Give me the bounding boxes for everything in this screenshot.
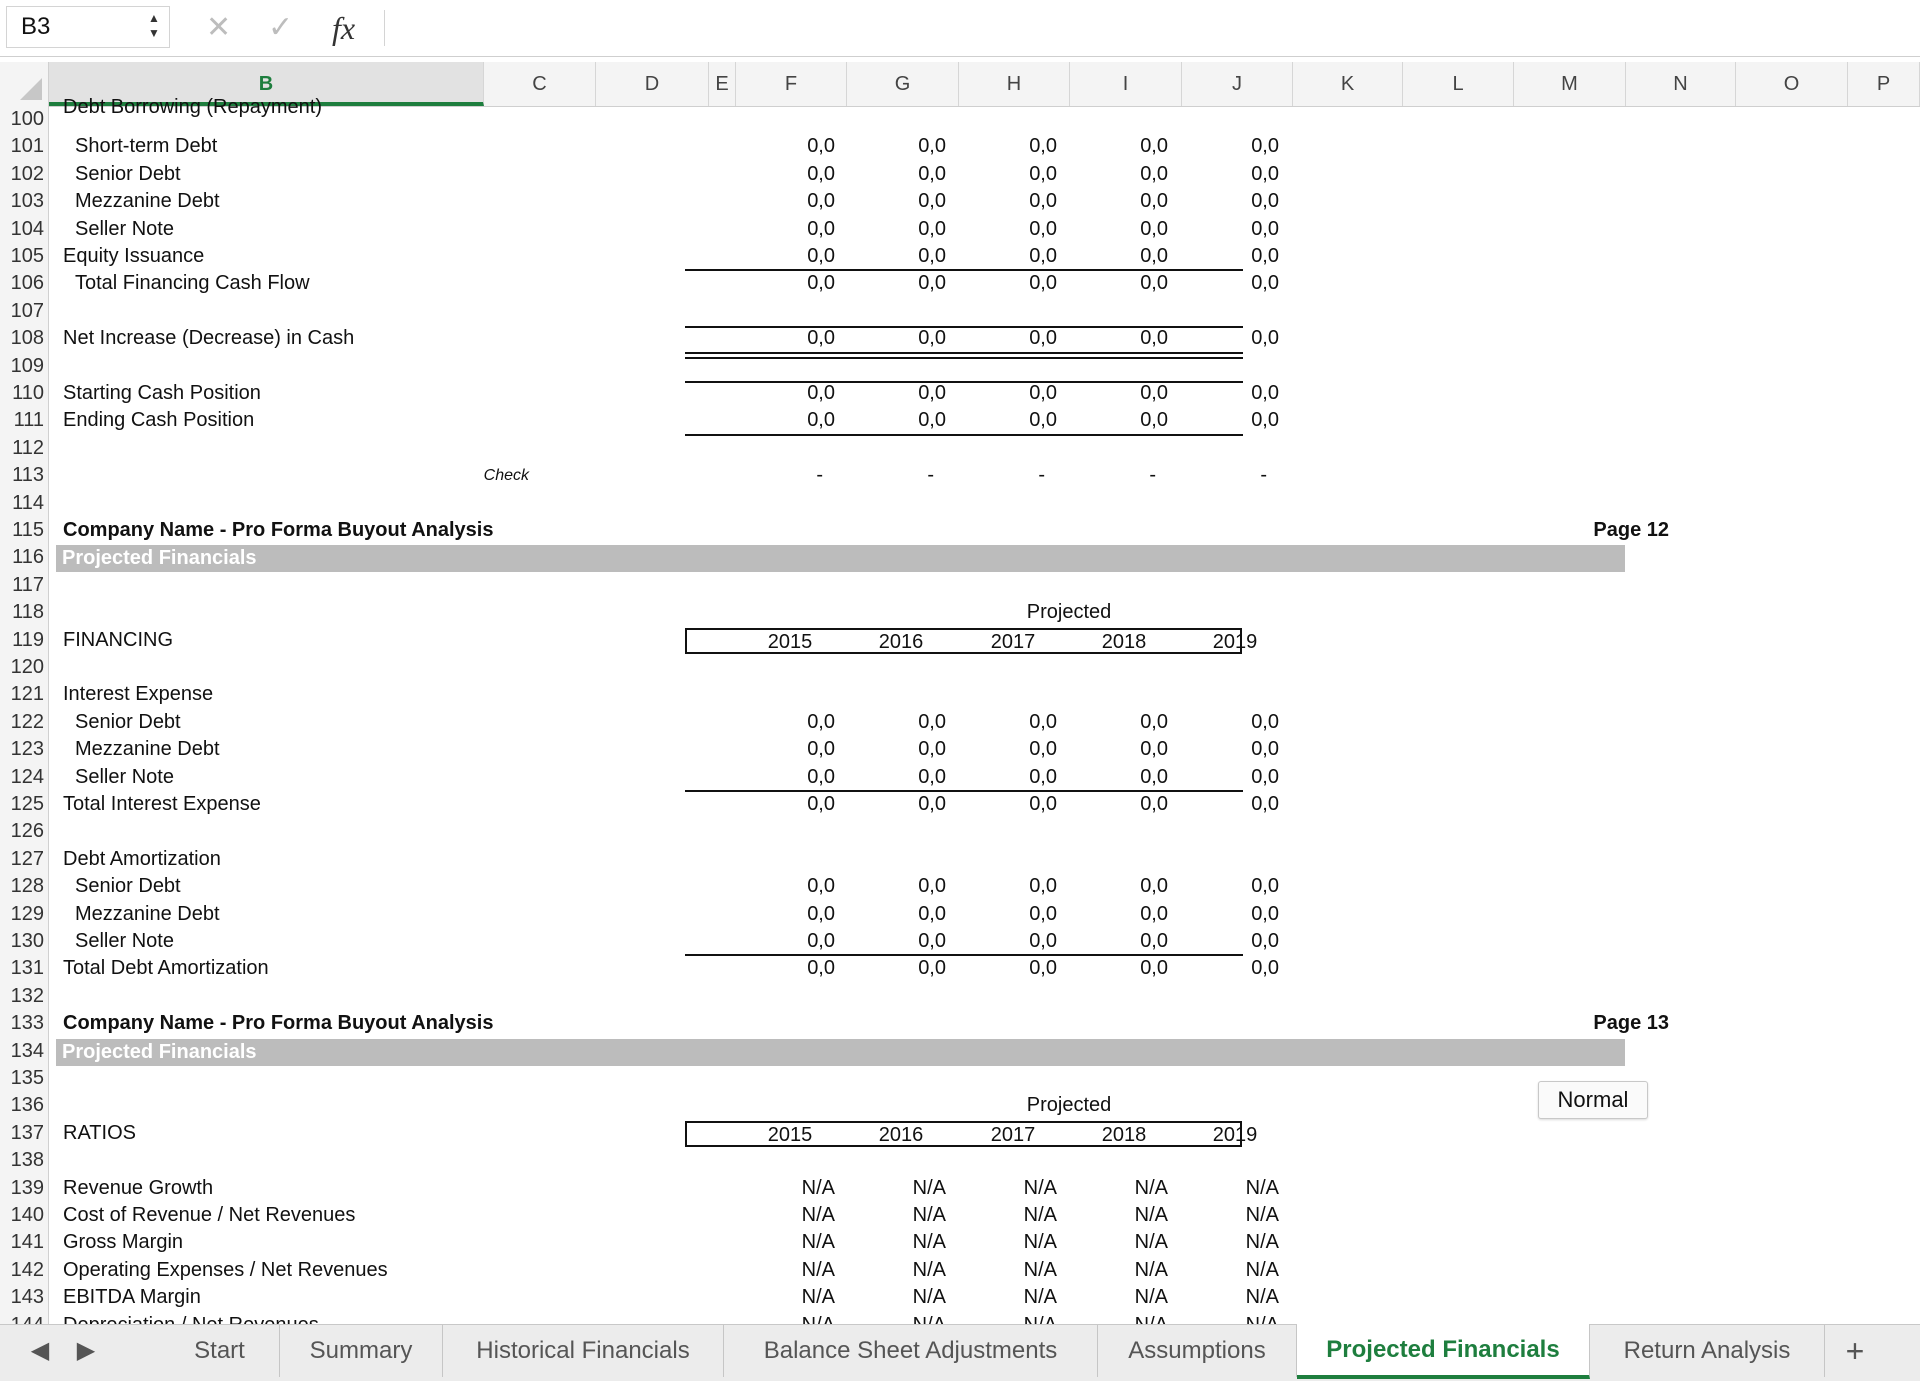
table-row: [49, 380, 1920, 407]
row-label[interactable]: Interest Expense: [63, 683, 214, 706]
row-label[interactable]: Seller Note: [75, 217, 174, 240]
row-number[interactable]: 143: [10, 1286, 44, 1309]
table-row: [49, 517, 1920, 544]
row-label[interactable]: Net Increase (Decrease) in Cash: [63, 327, 355, 350]
value-cell[interactable]: 0,0: [1251, 930, 1279, 952]
row-number[interactable]: 100: [10, 108, 44, 130]
section-header-bar[interactable]: [56, 545, 1625, 572]
column-header-e[interactable]: E: [709, 62, 736, 106]
row-label[interactable]: Debt Amortization: [63, 847, 221, 870]
row-number[interactable]: 142: [10, 1258, 44, 1281]
value-cell[interactable]: N/A: [1245, 1231, 1279, 1254]
row-number[interactable]: 140: [10, 1204, 44, 1226]
row-number[interactable]: 115: [12, 519, 44, 541]
table-row: [49, 1038, 1920, 1065]
projected-label[interactable]: Projected: [1026, 601, 1112, 624]
row-label[interactable]: Mezzanine Debt: [75, 190, 220, 213]
row-label[interactable]: Revenue Growth: [63, 1176, 214, 1199]
table-row: [49, 96, 1920, 133]
page-number-label[interactable]: Page 13: [1593, 1012, 1669, 1035]
value-cell[interactable]: 0,0: [1251, 327, 1279, 350]
value-cell[interactable]: 0,0: [1029, 190, 1057, 213]
table-row: [49, 681, 1920, 708]
year-header-cell[interactable]: 2015: [767, 1123, 813, 1146]
sheet-tab-summary[interactable]: Summary: [280, 1325, 443, 1377]
row-number[interactable]: 112: [12, 436, 44, 459]
row-number[interactable]: 117: [12, 573, 44, 596]
row-label[interactable]: Debt Borrowing (Repayment): [63, 96, 322, 118]
year-header-cell[interactable]: 2015: [767, 630, 813, 653]
row-label[interactable]: Equity Issuance: [63, 245, 205, 267]
value-cell[interactable]: 0,0: [1251, 162, 1279, 185]
formula-bar: [0, 0, 1920, 57]
row-number[interactable]: 114: [12, 491, 44, 514]
row-label[interactable]: Senior Debt: [75, 875, 181, 898]
row-number[interactable]: 134: [10, 1039, 44, 1062]
row-number[interactable]: 111: [13, 409, 44, 432]
row-number[interactable]: 103: [10, 190, 44, 213]
value-cell[interactable]: 0,0: [1251, 245, 1279, 267]
value-cell[interactable]: 0,0: [807, 710, 835, 733]
table-row: [49, 1147, 1920, 1174]
year-header-box: [685, 628, 1258, 654]
row-number[interactable]: 127: [10, 847, 44, 870]
add-sheet-icon[interactable]: +: [1845, 1333, 1865, 1369]
page-number-label[interactable]: Page 12: [1593, 519, 1669, 541]
value-cell[interactable]: N/A: [1134, 1176, 1168, 1199]
table-row: [49, 462, 1920, 489]
value-cell[interactable]: N/A: [1134, 1286, 1168, 1309]
table-row: [49, 572, 1920, 599]
year-header-cell[interactable]: 2018: [1101, 630, 1147, 653]
value-cell[interactable]: N/A: [801, 1231, 835, 1254]
projected-label[interactable]: Projected: [1026, 1094, 1112, 1117]
row-number-gutter: [0, 106, 49, 1324]
table-row: [49, 1202, 1920, 1229]
table-row: [49, 353, 1920, 380]
value-cell[interactable]: 0,0: [918, 902, 946, 925]
column-header-m[interactable]: M: [1514, 62, 1626, 106]
row-number[interactable]: 136: [10, 1094, 44, 1117]
section-header-bar[interactable]: [56, 1039, 1625, 1066]
table-row: [49, 1120, 1920, 1147]
value-cell[interactable]: N/A: [912, 1204, 946, 1226]
sheet-tab-historical-financials[interactable]: Historical Financials: [443, 1325, 724, 1377]
value-cell[interactable]: N/A: [1245, 1176, 1279, 1199]
row-label[interactable]: Operating Expenses / Net Revenues: [63, 1258, 388, 1281]
year-header-cell[interactable]: 2016: [878, 630, 924, 653]
column-header-h[interactable]: H: [959, 62, 1070, 106]
value-cell[interactable]: 0,0: [918, 272, 946, 295]
row-number[interactable]: 128: [10, 875, 44, 898]
column-header-d[interactable]: D: [596, 62, 709, 106]
sheet-tab-start[interactable]: Start: [160, 1325, 280, 1377]
value-cell[interactable]: 0,0: [807, 135, 835, 158]
table-row: [49, 654, 1920, 681]
check-label[interactable]: Check: [483, 467, 529, 485]
table-row: [49, 1010, 1920, 1037]
value-cell[interactable]: 0,0: [807, 875, 835, 898]
row-number[interactable]: 106: [10, 272, 44, 295]
value-cell[interactable]: 0,0: [807, 765, 835, 788]
value-cell[interactable]: N/A: [1245, 1204, 1279, 1226]
row-number[interactable]: 132: [10, 984, 44, 1007]
value-cell[interactable]: 0,0: [918, 245, 946, 267]
value-cell[interactable]: N/A: [1023, 1286, 1057, 1309]
table-row: [49, 818, 1920, 845]
row-label[interactable]: Total Debt Amortization: [63, 957, 269, 980]
value-cell[interactable]: 0,0: [1251, 738, 1279, 761]
value-cell[interactable]: 0,0: [918, 710, 946, 733]
year-header-cell[interactable]: 2019: [1212, 630, 1258, 653]
value-cell[interactable]: 0,0: [1029, 765, 1057, 788]
value-cell[interactable]: 0,0: [1140, 793, 1168, 815]
table-row: [49, 1229, 1920, 1256]
table-row: [49, 1284, 1920, 1311]
table-row: [49, 1175, 1920, 1202]
value-cell[interactable]: 0,0: [1029, 902, 1057, 925]
value-cell[interactable]: 0,0: [807, 245, 835, 267]
column-header-i[interactable]: I: [1070, 62, 1182, 106]
value-cell[interactable]: 0,0: [918, 409, 946, 432]
value-cell[interactable]: 0,0: [918, 875, 946, 898]
cell-border-top: [685, 381, 1243, 383]
value-cell[interactable]: N/A: [1245, 1286, 1279, 1309]
table-row: [49, 544, 1920, 571]
value-cell[interactable]: 0,0: [1251, 272, 1279, 295]
row-number[interactable]: 121: [10, 683, 44, 706]
value-cell[interactable]: 0,0: [1029, 875, 1057, 898]
row-number[interactable]: 101: [10, 135, 44, 158]
value-cell[interactable]: N/A: [1023, 1231, 1057, 1254]
row-label[interactable]: Starting Cash Position: [63, 382, 261, 404]
value-cell[interactable]: N/A: [912, 1176, 946, 1199]
column-header-g[interactable]: G: [847, 62, 959, 106]
row-number[interactable]: 139: [10, 1176, 44, 1199]
table-row: [49, 901, 1920, 928]
value-cell[interactable]: 0,0: [807, 930, 835, 952]
year-header-cell[interactable]: 2017: [990, 630, 1036, 653]
year-header-cell[interactable]: 2017: [990, 1123, 1036, 1146]
value-cell[interactable]: 0,0: [918, 957, 946, 980]
column-header-f[interactable]: F: [736, 62, 847, 106]
value-cell[interactable]: 0,0: [918, 738, 946, 761]
row-number[interactable]: 107: [10, 299, 44, 322]
value-cell[interactable]: 0,0: [1140, 710, 1168, 733]
table-row: [49, 627, 1920, 654]
value-cell[interactable]: 0,0: [1029, 327, 1057, 350]
value-cell[interactable]: 0,0: [918, 793, 946, 815]
table-row: [49, 599, 1920, 626]
value-cell[interactable]: 0,0: [1140, 930, 1168, 952]
formula-input[interactable]: [384, 10, 1905, 46]
value-cell[interactable]: 0,0: [1140, 382, 1168, 404]
row-number[interactable]: 135: [10, 1067, 44, 1089]
table-row: [49, 435, 1920, 462]
value-cell[interactable]: 0,0: [918, 382, 946, 404]
table-row: [49, 928, 1920, 955]
table-row: [49, 133, 1920, 160]
table-row: [49, 243, 1920, 270]
row-label[interactable]: Mezzanine Debt: [75, 902, 220, 925]
table-row: [49, 270, 1920, 297]
row-number[interactable]: 104: [10, 217, 44, 240]
value-cell[interactable]: N/A: [1023, 1204, 1057, 1226]
row-label[interactable]: Seller Note: [75, 930, 174, 952]
row-number[interactable]: 122: [10, 710, 44, 733]
table-row: [49, 983, 1920, 1010]
value-cell[interactable]: 0,0: [807, 793, 835, 815]
row-label[interactable]: FINANCING: [63, 628, 173, 651]
column-header-o[interactable]: O: [1736, 62, 1848, 106]
table-row: [49, 298, 1920, 325]
value-cell[interactable]: 0,0: [807, 902, 835, 925]
row-label[interactable]: Total Interest Expense: [63, 793, 261, 815]
value-cell[interactable]: 0,0: [1251, 382, 1279, 404]
value-cell[interactable]: N/A: [912, 1286, 946, 1309]
value-cell[interactable]: 0,0: [918, 930, 946, 952]
value-cell[interactable]: 0,0: [1251, 793, 1279, 815]
section-header-label: Projected Financials: [62, 1040, 257, 1063]
sheet-tab-balance-sheet-adjustments[interactable]: Balance Sheet Adjustments: [724, 1325, 1098, 1377]
value-cell[interactable]: 0,0: [1140, 162, 1168, 185]
row-number[interactable]: 123: [10, 738, 44, 761]
value-cell[interactable]: N/A: [1134, 1204, 1168, 1226]
column-header-p[interactable]: P: [1848, 62, 1920, 106]
year-header-cell[interactable]: 2018: [1101, 1123, 1147, 1146]
row-number[interactable]: 109: [10, 354, 44, 377]
row-label[interactable]: Senior Debt: [75, 710, 181, 733]
column-header-c[interactable]: C: [484, 62, 596, 106]
value-cell[interactable]: N/A: [912, 1258, 946, 1281]
column-header-l[interactable]: L: [1403, 62, 1514, 106]
table-row: [49, 764, 1920, 791]
value-cell[interactable]: 0,0: [807, 409, 835, 432]
table-row: [49, 188, 1920, 215]
value-cell[interactable]: 0,0: [1140, 135, 1168, 158]
row-label[interactable]: RATIOS: [63, 1121, 136, 1144]
value-cell[interactable]: N/A: [912, 1231, 946, 1254]
sheet-tab-bar: [0, 1324, 1920, 1381]
value-cell[interactable]: 0,0: [1029, 162, 1057, 185]
table-row: [49, 216, 1920, 243]
check-value-cell[interactable]: -: [1149, 464, 1156, 487]
value-cell[interactable]: 0,0: [1251, 135, 1279, 158]
value-cell[interactable]: 0,0: [1140, 327, 1168, 350]
value-cell[interactable]: N/A: [801, 1204, 835, 1226]
sheet-tab-projected-financials[interactable]: Projected Financials: [1297, 1324, 1590, 1379]
table-row: [49, 846, 1920, 873]
value-cell[interactable]: 0,0: [918, 135, 946, 158]
year-header-cell[interactable]: 2016: [878, 1123, 924, 1146]
value-cell[interactable]: 0,0: [918, 190, 946, 213]
row-number[interactable]: 130: [10, 930, 44, 952]
table-row: [49, 325, 1920, 352]
value-cell[interactable]: 0,0: [1029, 409, 1057, 432]
value-cell[interactable]: 0,0: [1140, 272, 1168, 295]
value-cell[interactable]: 0,0: [1140, 190, 1168, 213]
table-row: [49, 490, 1920, 517]
value-cell[interactable]: 0,0: [918, 162, 946, 185]
value-cell[interactable]: N/A: [1134, 1258, 1168, 1281]
name-box-value: B3: [21, 13, 51, 40]
value-cell[interactable]: 0,0: [807, 190, 835, 213]
row-number[interactable]: 129: [10, 902, 44, 925]
column-header-b[interactable]: B: [49, 62, 484, 106]
row-label[interactable]: Ending Cash Position: [63, 409, 255, 432]
value-cell[interactable]: 0,0: [1140, 738, 1168, 761]
value-cell[interactable]: 0,0: [807, 162, 835, 185]
row-label[interactable]: Cost of Revenue / Net Revenues: [63, 1204, 356, 1226]
value-cell[interactable]: N/A: [801, 1176, 835, 1199]
value-cell[interactable]: 0,0: [1029, 382, 1057, 404]
value-cell[interactable]: 0,0: [807, 957, 835, 980]
table-row: [49, 736, 1920, 763]
row-label[interactable]: Company Name - Pro Forma Buyout Analysis: [63, 1012, 494, 1035]
insert-function-icon[interactable]: fx: [332, 10, 356, 46]
value-cell[interactable]: N/A: [1023, 1176, 1057, 1199]
value-cell[interactable]: 0,0: [807, 217, 835, 240]
row-number[interactable]: 116: [12, 546, 44, 569]
value-cell[interactable]: 0,0: [807, 738, 835, 761]
value-cell[interactable]: 0,0: [807, 327, 835, 350]
table-row: [49, 407, 1920, 434]
value-cell[interactable]: 0,0: [807, 382, 835, 404]
value-cell[interactable]: 0,0: [1140, 409, 1168, 432]
value-cell[interactable]: N/A: [801, 1258, 835, 1281]
value-cell[interactable]: N/A: [1245, 1258, 1279, 1281]
value-cell[interactable]: 0,0: [1251, 875, 1279, 898]
value-cell[interactable]: N/A: [1023, 1258, 1057, 1281]
value-cell[interactable]: 0,0: [1029, 217, 1057, 240]
value-cell[interactable]: 0,0: [1029, 930, 1057, 952]
value-cell[interactable]: 0,0: [1251, 409, 1279, 432]
cancel-icon[interactable]: ✕: [206, 11, 232, 44]
value-cell[interactable]: 0,0: [1029, 135, 1057, 158]
value-cell[interactable]: 0,0: [1029, 245, 1057, 267]
value-cell[interactable]: 0,0: [1140, 875, 1168, 898]
row-number[interactable]: 141: [10, 1231, 44, 1254]
value-cell[interactable]: 0,0: [918, 765, 946, 788]
row-label[interactable]: Short-term Debt: [75, 135, 218, 158]
enter-icon[interactable]: ✓: [268, 11, 294, 44]
value-cell[interactable]: 0,0: [1029, 272, 1057, 295]
row-number[interactable]: 119: [12, 628, 44, 651]
value-cell[interactable]: 0,0: [1251, 765, 1279, 788]
row-number[interactable]: 124: [10, 765, 44, 788]
prev-sheet-icon[interactable]: ◀: [30, 1337, 50, 1364]
row-label[interactable]: Seller Note: [75, 765, 174, 788]
value-cell[interactable]: N/A: [801, 1286, 835, 1309]
row-number[interactable]: 125: [10, 793, 44, 815]
sheet-tab-assumptions[interactable]: Assumptions: [1098, 1325, 1297, 1377]
value-cell[interactable]: 0,0: [918, 327, 946, 350]
row-label[interactable]: Gross Margin: [63, 1231, 184, 1254]
value-cell[interactable]: 0,0: [1251, 710, 1279, 733]
value-cell[interactable]: 0,0: [1251, 902, 1279, 925]
select-all-corner[interactable]: [0, 62, 49, 106]
row-number[interactable]: 138: [10, 1149, 44, 1172]
table-row: [49, 873, 1920, 900]
row-label[interactable]: Total Financing Cash Flow: [75, 272, 310, 295]
row-number[interactable]: 113: [12, 464, 44, 487]
row-number[interactable]: 102: [10, 162, 44, 185]
row-number[interactable]: 105: [10, 245, 44, 267]
value-cell[interactable]: 0,0: [1029, 738, 1057, 761]
year-header-cell[interactable]: 2019: [1212, 1123, 1258, 1146]
value-cell[interactable]: 0,0: [1029, 957, 1057, 980]
cell-border-top: [685, 326, 1243, 328]
row-number[interactable]: 137: [10, 1121, 44, 1144]
value-cell[interactable]: 0,0: [1140, 902, 1168, 925]
row-number[interactable]: 126: [10, 820, 44, 843]
spreadsheet-grid[interactable]: [49, 96, 1920, 1324]
value-cell[interactable]: 0,0: [1029, 793, 1057, 815]
table-row: [49, 161, 1920, 188]
check-value-cell[interactable]: -: [1038, 464, 1045, 487]
column-header-k[interactable]: K: [1293, 62, 1403, 106]
row-label[interactable]: Company Name - Pro Forma Buyout Analysis: [63, 519, 494, 541]
value-cell[interactable]: 0,0: [1140, 765, 1168, 788]
row-number[interactable]: 110: [12, 382, 44, 404]
value-cell[interactable]: 0,0: [1251, 190, 1279, 213]
next-sheet-icon[interactable]: ▶: [76, 1337, 96, 1364]
check-value-cell[interactable]: -: [927, 464, 934, 487]
value-cell[interactable]: 0,0: [918, 217, 946, 240]
table-row: [49, 791, 1920, 818]
row-number[interactable]: 108: [10, 327, 44, 350]
year-header-box: [685, 1121, 1258, 1147]
value-cell[interactable]: 0,0: [1140, 217, 1168, 240]
value-cell[interactable]: 0,0: [807, 272, 835, 295]
value-cell[interactable]: 0,0: [1251, 217, 1279, 240]
check-value-cell[interactable]: -: [816, 464, 823, 487]
name-box[interactable]: [6, 6, 170, 48]
row-number[interactable]: 131: [10, 957, 44, 980]
column-header-j[interactable]: J: [1182, 62, 1293, 106]
cell-style-popup[interactable]: Normal: [1538, 1081, 1648, 1119]
value-cell[interactable]: 0,0: [1140, 957, 1168, 980]
row-number[interactable]: 118: [12, 601, 44, 624]
value-cell[interactable]: 0,0: [1140, 245, 1168, 267]
table-row: [49, 1257, 1920, 1284]
column-header-n[interactable]: N: [1626, 62, 1736, 106]
table-row: [49, 955, 1920, 982]
row-label[interactable]: EBITDA Margin: [63, 1286, 201, 1309]
value-cell[interactable]: N/A: [1134, 1231, 1168, 1254]
row-label[interactable]: Senior Debt: [75, 162, 181, 185]
value-cell[interactable]: 0,0: [1251, 957, 1279, 980]
name-box-spinner-icon[interactable]: ▲ ▼: [148, 11, 160, 40]
row-label[interactable]: Mezzanine Debt: [75, 738, 220, 761]
table-row: [49, 709, 1920, 736]
sheet-tab-return-analysis[interactable]: Return Analysis: [1590, 1325, 1825, 1377]
row-number[interactable]: 133: [10, 1012, 44, 1035]
row-number[interactable]: 120: [10, 656, 44, 678]
value-cell[interactable]: 0,0: [1029, 710, 1057, 733]
check-value-cell[interactable]: -: [1260, 464, 1267, 487]
section-header-label: Projected Financials: [62, 547, 257, 570]
